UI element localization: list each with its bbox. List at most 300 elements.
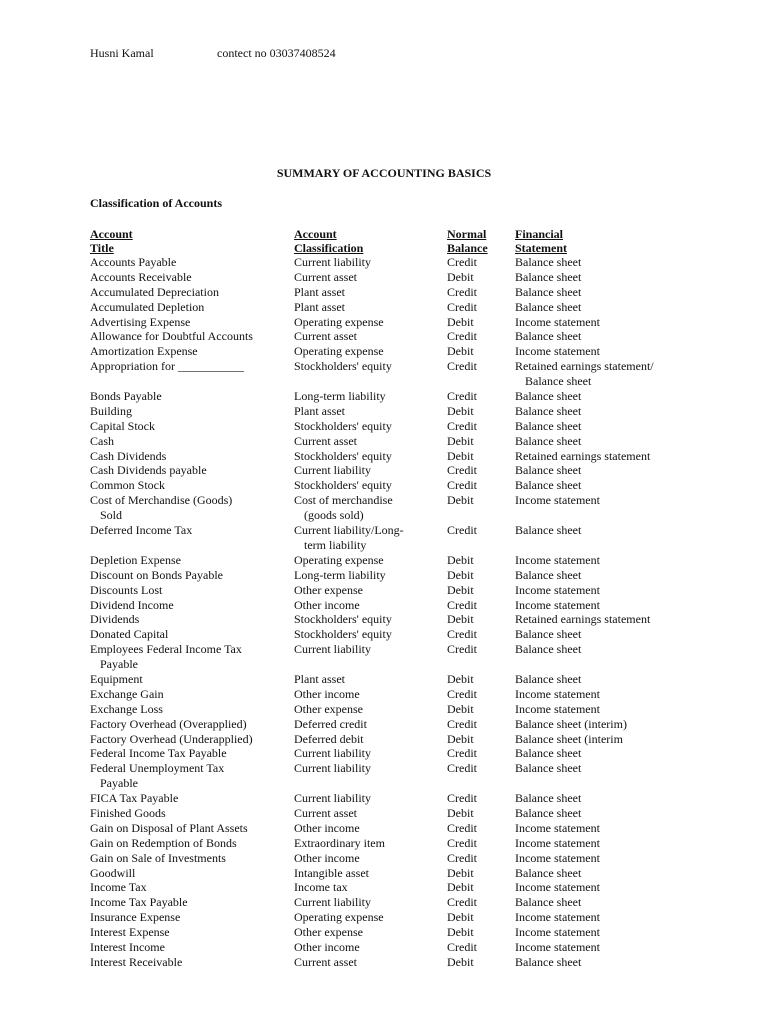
account-title-cell-line: Finished Goods (90, 806, 166, 821)
classification-cell (294, 895, 371, 910)
account-title-cell-line: Sold (100, 508, 123, 523)
account-title-cell (90, 598, 174, 613)
financial-statement-cell (515, 702, 600, 717)
classification-cell (294, 672, 345, 687)
account-title-cell-line: Exchange Loss (90, 701, 163, 716)
table-row (0, 285, 768, 300)
financial-statement-cell (515, 836, 600, 851)
financial-statement-cell (515, 300, 581, 315)
classification-cell-line: Other income (294, 597, 360, 612)
classification-cell-line: Current liability (294, 463, 371, 478)
classification-cell-line: Stockholders' equity (294, 359, 392, 374)
account-title-cell (90, 761, 224, 791)
table-row (0, 344, 768, 359)
classification-cell (294, 851, 360, 866)
account-title-cell-line: Gain on Disposal of Plant Assets (90, 820, 248, 835)
classification-cell-line: Current liability (294, 895, 371, 910)
table-row (0, 404, 768, 419)
table-row (0, 866, 768, 881)
classification-cell (294, 255, 371, 270)
classification-cell (294, 434, 357, 449)
normal-balance-cell: Credit (447, 850, 477, 865)
account-title-cell-line: Employees Federal Income Tax (90, 642, 242, 657)
normal-balance-cell: Debit (447, 493, 474, 508)
classification-cell (294, 910, 384, 925)
account-title-cell-line: Amortization Expense (90, 344, 198, 359)
financial-statement-cell-line: Income statement (515, 940, 600, 955)
account-title-cell-line: Accumulated Depreciation (90, 284, 219, 299)
financial-statement-cell (515, 449, 650, 464)
account-title-cell-line: Federal Income Tax Payable (90, 746, 227, 761)
normal-balance-cell: Credit (447, 716, 477, 731)
financial-statement-cell-line: Income statement (515, 910, 600, 925)
financial-statement-cell (515, 955, 581, 970)
section-heading: Classification of Accounts (90, 196, 222, 210)
classification-cell (294, 612, 392, 627)
classification-cell-line: Current liability (294, 746, 371, 761)
account-title-cell-line: FICA Tax Payable (90, 791, 179, 806)
classification-cell-line: Other expense (294, 701, 363, 716)
financial-statement-cell (515, 568, 581, 583)
normal-balance-cell: Debit (447, 567, 474, 582)
account-title-cell (90, 493, 232, 523)
financial-statement-cell-line: Balance sheet (515, 478, 582, 493)
financial-statement-cell-line: Income statement (515, 686, 600, 701)
financial-statement-cell-line: Balance sheet (515, 746, 582, 761)
financial-statement-cell-line: Income statement (515, 552, 600, 567)
classification-cell-line: Stockholders' equity (294, 627, 392, 642)
account-title-cell-line: Factory Overhead (Overapplied) (90, 716, 247, 731)
account-title-cell (90, 300, 204, 315)
account-title-cell (90, 434, 114, 449)
financial-statement-cell-line: Balance sheet (515, 255, 582, 269)
normal-balance-cell: Debit (447, 910, 474, 925)
classification-cell (294, 404, 345, 419)
classification-cell-line: Income tax (294, 880, 348, 895)
classification-cell-line: Long-term liability (294, 567, 386, 582)
table-row (0, 553, 768, 568)
classification-cell (294, 806, 357, 821)
account-title-cell (90, 806, 166, 821)
classification-cell (294, 344, 384, 359)
table-row (0, 598, 768, 613)
table-row (0, 955, 768, 970)
classification-cell (294, 523, 404, 553)
column-header-line: Account (294, 227, 337, 241)
account-title-cell (90, 389, 162, 404)
classification-cell-line: Current liability (294, 255, 371, 269)
financial-statement-cell (515, 329, 581, 344)
financial-statement-cell-line: Income statement (515, 880, 600, 895)
column-header-line: Classification (294, 241, 364, 255)
classification-cell-line: term liability (304, 537, 367, 552)
classification-cell (294, 627, 392, 642)
account-title-cell (90, 732, 253, 747)
financial-statement-cell (515, 359, 654, 389)
account-title-cell-line: Factory Overhead (Underapplied) (90, 731, 253, 746)
column-header-line: Title (90, 241, 114, 255)
account-title-cell-line: Interest Income (90, 940, 165, 955)
account-title-cell-line: Accounts Payable (90, 255, 177, 269)
normal-balance-cell: Credit (447, 597, 477, 612)
account-title-cell (90, 895, 188, 910)
account-title-cell-line: Gain on Redemption of Bonds (90, 835, 237, 850)
account-title-cell-line: Insurance Expense (90, 910, 181, 925)
financial-statement-cell-line: Balance sheet (515, 523, 582, 538)
financial-statement-cell-line: Balance sheet (515, 954, 582, 969)
table-row (0, 702, 768, 717)
financial-statement-cell (515, 880, 600, 895)
financial-statement-cell (515, 791, 581, 806)
account-title-cell-line: Discounts Lost (90, 582, 163, 597)
classification-cell-line: Current asset (294, 806, 357, 821)
table-row (0, 940, 768, 955)
financial-statement-cell (515, 598, 600, 613)
account-title-cell-line: Income Tax (90, 880, 147, 895)
table-row (0, 717, 768, 732)
normal-balance-cell: Credit (447, 478, 477, 493)
table-row (0, 761, 768, 791)
account-title-cell-line: Cost of Merchandise (Goods) (90, 493, 233, 508)
financial-statement-cell-line: Balance sheet (515, 791, 582, 806)
normal-balance-cell: Debit (447, 344, 474, 359)
account-title-cell (90, 583, 162, 598)
account-title-cell (90, 478, 165, 493)
account-title-cell-line: Cash (90, 433, 114, 448)
classification-cell (294, 463, 371, 478)
classification-cell (294, 702, 363, 717)
account-title-cell (90, 329, 253, 344)
account-title-cell-line: Capital Stock (90, 418, 155, 433)
financial-statement-cell (515, 746, 581, 761)
normal-balance-cell: Credit (447, 746, 477, 761)
table-row (0, 255, 768, 270)
table-row (0, 493, 768, 523)
table-row (0, 806, 768, 821)
classification-cell-line: Other income (294, 686, 360, 701)
account-title-cell-line: Allowance for Doubtful Accounts (90, 329, 253, 344)
normal-balance-cell: Debit (447, 582, 474, 597)
table-row (0, 791, 768, 806)
classification-cell (294, 329, 357, 344)
classification-cell (294, 821, 360, 836)
financial-statement-cell-line: Balance sheet (525, 374, 592, 389)
financial-statement-cell-line: Balance sheet (515, 389, 582, 404)
account-title-cell-line: Advertising Expense (90, 314, 191, 329)
normal-balance-cell: Credit (447, 820, 477, 835)
normal-balance-cell: Credit (447, 329, 477, 344)
normal-balance-cell: Credit (447, 627, 477, 642)
financial-statement-cell (515, 404, 581, 419)
table-row (0, 612, 768, 627)
financial-statement-cell-line: Balance sheet (515, 299, 582, 314)
account-title-cell-line: Discount on Bonds Payable (90, 567, 223, 582)
normal-balance-cell: Credit (447, 761, 477, 776)
document-title: SUMMARY OF ACCOUNTING BASICS (276, 166, 492, 180)
table-row (0, 880, 768, 895)
normal-balance-cell: Credit (447, 642, 477, 657)
classification-cell-line: Intangible asset (294, 865, 369, 880)
account-title-cell-line: Federal Unemployment Tax (90, 761, 225, 776)
normal-balance-cell: Debit (447, 865, 474, 880)
classification-cell-line: Deferred credit (294, 716, 367, 731)
account-title-cell (90, 523, 192, 538)
normal-balance-cell: Credit (447, 389, 477, 404)
account-title-cell-line: Appropriation for ___________ (90, 359, 244, 374)
account-title-cell-line: Dividend Income (90, 597, 174, 612)
financial-statement-cell (515, 285, 581, 300)
account-title-cell (90, 642, 242, 672)
normal-balance-cell: Debit (447, 552, 474, 567)
account-title-cell (90, 285, 219, 300)
normal-balance-cell: Credit (447, 791, 477, 806)
normal-balance-cell: Credit (447, 523, 477, 538)
classification-cell-line: Other income (294, 850, 360, 865)
table-row (0, 300, 768, 315)
account-title-cell-line: Building (90, 403, 133, 418)
classification-cell-line: Plant asset (294, 284, 345, 299)
financial-statement-cell-line: Income statement (515, 597, 600, 612)
normal-balance-cell: Credit (447, 418, 477, 433)
table-row (0, 895, 768, 910)
account-title-cell (90, 344, 198, 359)
financial-statement-cell-line: Balance sheet (515, 761, 582, 776)
financial-statement-cell (515, 523, 581, 538)
normal-balance-cell: Debit (447, 701, 474, 716)
financial-statement-cell-line: Balance sheet (515, 627, 582, 642)
normal-balance-cell: Debit (447, 731, 474, 746)
table-row (0, 687, 768, 702)
normal-balance-cell: Debit (447, 806, 474, 821)
financial-statement-cell (515, 851, 600, 866)
column-header-financial-statement (515, 227, 567, 255)
financial-statement-cell (515, 940, 600, 955)
classification-cell-line: Other expense (294, 925, 363, 940)
account-title-cell (90, 553, 181, 568)
classification-cell-line: Current asset (294, 269, 357, 284)
table-row (0, 449, 768, 464)
account-title-cell (90, 851, 226, 866)
financial-statement-cell-line: Retained earnings statement/ (515, 359, 654, 374)
classification-cell-line: Stockholders' equity (294, 418, 392, 433)
normal-balance-cell: Debit (447, 448, 474, 463)
table-row (0, 642, 768, 672)
financial-statement-cell-line: Income statement (515, 820, 600, 835)
account-title-cell (90, 866, 135, 881)
classification-cell (294, 880, 348, 895)
account-title-cell-line: Payable (100, 776, 138, 791)
financial-statement-cell (515, 761, 581, 776)
normal-balance-cell: Credit (447, 463, 477, 478)
account-title-cell (90, 404, 132, 419)
financial-statement-cell (515, 463, 581, 478)
accounts-table (0, 255, 768, 970)
financial-statement-cell (515, 717, 627, 732)
financial-statement-cell-line: Income statement (515, 835, 600, 850)
financial-statement-cell (515, 895, 581, 910)
financial-statement-cell (515, 478, 581, 493)
account-title-cell (90, 791, 178, 806)
account-title-cell (90, 419, 155, 434)
financial-statement-cell (515, 925, 600, 940)
classification-cell-line: (goods sold) (304, 508, 364, 523)
normal-balance-cell: Debit (447, 314, 474, 329)
normal-balance-cell: Debit (447, 880, 474, 895)
account-title-cell-line: Depletion Expense (90, 552, 181, 567)
classification-cell (294, 836, 385, 851)
account-title-cell (90, 940, 165, 955)
account-title-cell (90, 717, 247, 732)
financial-statement-cell-line: Balance sheet (515, 806, 582, 821)
financial-statement-cell-line: Balance sheet (515, 284, 582, 299)
financial-statement-cell (515, 419, 581, 434)
normal-balance-cell: Credit (447, 359, 477, 374)
financial-statement-cell-line: Income statement (515, 344, 600, 359)
account-title-cell (90, 627, 168, 642)
account-title-cell-line: Donated Capital (90, 627, 169, 642)
table-row (0, 389, 768, 404)
normal-balance-cell: Credit (447, 284, 477, 299)
financial-statement-cell-line: Balance sheet (515, 269, 582, 284)
table-row (0, 672, 768, 687)
account-title-cell-line: Income Tax Payable (90, 895, 188, 910)
classification-cell-line: Current liability (294, 642, 371, 657)
account-title-cell (90, 955, 182, 970)
account-title-cell (90, 687, 164, 702)
account-title-cell-line: Dividends (90, 612, 140, 627)
normal-balance-cell: Debit (447, 269, 474, 284)
financial-statement-cell-line: Balance sheet (515, 418, 582, 433)
normal-balance-cell: Debit (447, 954, 474, 969)
contact-number: contect no 03037408524 (217, 46, 336, 60)
financial-statement-cell (515, 315, 600, 330)
financial-statement-cell-line: Balance sheet (515, 329, 582, 344)
normal-balance-cell: Debit (447, 925, 474, 940)
table-row (0, 851, 768, 866)
classification-cell-line: Long-term liability (294, 389, 386, 404)
column-header-normal-balance (447, 227, 488, 255)
table-row (0, 746, 768, 761)
table-row (0, 315, 768, 330)
account-title-cell (90, 449, 166, 464)
account-title-cell (90, 672, 143, 687)
account-title-cell-line: Deferred Income Tax (90, 523, 193, 538)
account-title-cell-line: Accumulated Depletion (90, 299, 205, 314)
account-title-cell-line: Cash Dividends payable (90, 463, 207, 478)
financial-statement-cell (515, 627, 581, 642)
account-title-cell-line: Goodwill (90, 865, 136, 880)
table-row (0, 910, 768, 925)
classification-cell (294, 300, 345, 315)
table-row (0, 627, 768, 642)
financial-statement-cell (515, 612, 650, 627)
normal-balance-cell: Credit (447, 299, 477, 314)
account-title-cell (90, 821, 248, 836)
classification-cell (294, 568, 386, 583)
classification-cell (294, 285, 345, 300)
account-title-cell (90, 925, 170, 940)
normal-balance-cell: Credit (447, 255, 477, 269)
table-row (0, 434, 768, 449)
classification-cell-line: Plant asset (294, 403, 345, 418)
classification-cell-line: Current liability/Long- (294, 523, 404, 538)
classification-cell-line: Other expense (294, 582, 363, 597)
normal-balance-cell: Debit (447, 403, 474, 418)
table-row (0, 419, 768, 434)
classification-cell-line: Operating expense (294, 552, 384, 567)
account-title-cell-line: Bonds Payable (90, 389, 162, 404)
classification-cell-line: Current asset (294, 954, 357, 969)
classification-cell-line: Operating expense (294, 344, 384, 359)
classification-cell (294, 359, 392, 374)
financial-statement-cell (515, 255, 581, 270)
classification-cell-line: Operating expense (294, 314, 384, 329)
financial-statement-cell (515, 687, 600, 702)
classification-cell-line: Plant asset (294, 299, 345, 314)
classification-cell-line: Current asset (294, 433, 357, 448)
account-title-cell (90, 315, 190, 330)
financial-statement-cell-line: Balance sheet (515, 642, 582, 657)
account-title-cell (90, 270, 192, 285)
financial-statement-cell (515, 583, 600, 598)
classification-cell-line: Operating expense (294, 910, 384, 925)
financial-statement-cell-line: Balance sheet (interim) (515, 716, 627, 731)
classification-cell (294, 746, 371, 761)
classification-cell (294, 955, 357, 970)
financial-statement-cell-line: Income statement (515, 582, 600, 597)
classification-cell-line: Other income (294, 940, 360, 955)
classification-cell (294, 449, 392, 464)
normal-balance-cell: Credit (447, 835, 477, 850)
classification-cell-line: Cost of merchandise (294, 493, 393, 508)
account-title-cell-line: Common Stock (90, 478, 166, 493)
table-row (0, 359, 768, 389)
classification-cell (294, 642, 371, 657)
classification-cell (294, 791, 371, 806)
table-row (0, 583, 768, 598)
classification-cell (294, 478, 392, 493)
normal-balance-cell: Credit (447, 940, 477, 955)
author-name: Husni Kamal (90, 46, 154, 60)
financial-statement-cell (515, 821, 600, 836)
table-row (0, 478, 768, 493)
account-title-cell (90, 612, 139, 627)
normal-balance-cell: Debit (447, 433, 474, 448)
account-title-cell (90, 463, 207, 478)
financial-statement-cell-line: Balance sheet (515, 672, 582, 686)
classification-cell (294, 866, 369, 881)
classification-cell (294, 419, 392, 434)
table-row (0, 568, 768, 583)
account-title-cell-line: Payable (100, 657, 138, 672)
financial-statement-cell-line: Retained earnings statement (515, 448, 651, 463)
account-title-cell-line: Equipment (90, 672, 143, 686)
account-title-cell (90, 255, 176, 270)
account-title-cell (90, 702, 163, 717)
table-row (0, 270, 768, 285)
classification-cell-line: Current liability (294, 761, 371, 776)
classification-cell (294, 583, 363, 598)
table-row (0, 329, 768, 344)
table-row (0, 732, 768, 747)
financial-statement-cell-line: Income statement (515, 850, 600, 865)
column-header-line: Normal (447, 227, 487, 241)
financial-statement-cell-line: Balance sheet (515, 433, 582, 448)
column-header-classification (294, 227, 363, 255)
classification-cell-line: Deferred debit (294, 731, 364, 746)
classification-cell (294, 493, 393, 523)
classification-cell (294, 761, 371, 776)
